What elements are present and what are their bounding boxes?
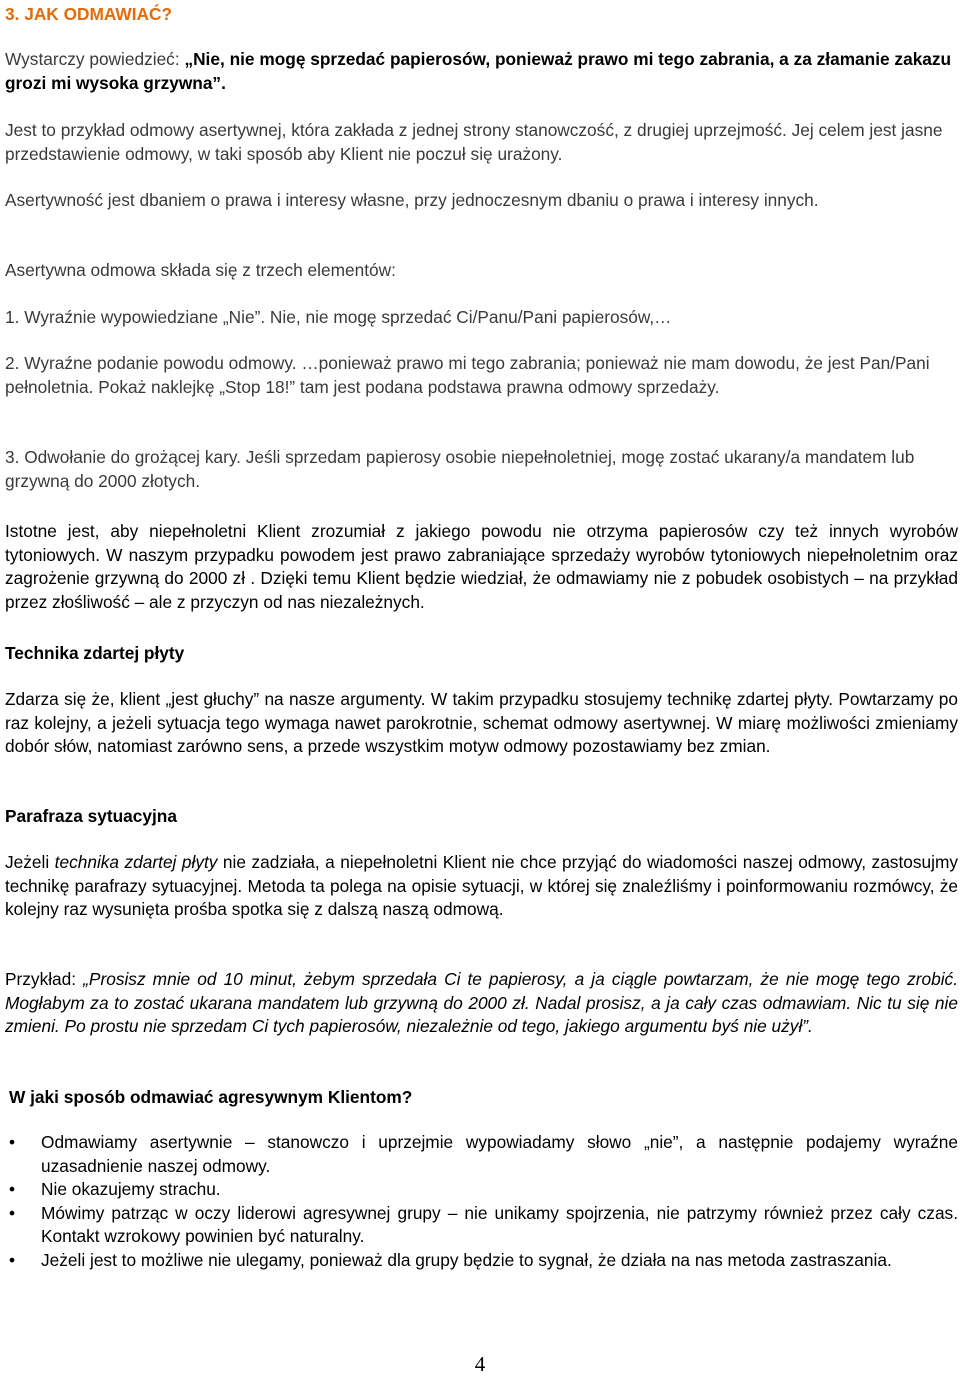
heading-broken-record: Technika zdartej płyty bbox=[5, 643, 185, 663]
bullet-icon: • bbox=[9, 1132, 16, 1152]
list-item bbox=[0, 1202, 958, 1249]
element-1: 1. Wyraźnie wypowiedziane „Nie”. Nie, nie mogę sprzedać Ci/Panu/Pani papierosów,… bbox=[5, 307, 672, 327]
example2-quote: „Prosisz mnie od 10 minut, żebym sprzedała Ci te papierosy, a ja ciągle powtarzam, że nie mogę tego zrobić. Mogłabym za to zostać ukarana mandatem lub grzywną do 2000 zł. Nadal prosisz, a ja cały czas odmawiam. Nic tu się nie zmieni. Po prostu nie sprzedam Ci tych papierosów, niezależnie od tego, jakiego argumentu byś nie użył”. bbox=[5, 969, 958, 1036]
list-item-text: Odmawiamy asertywnie – stanowczo i uprzejmie wypowiadamy słowo „nie”, a następnie podajemy wyraźne uzasadnienie naszej odmowy. bbox=[41, 1132, 958, 1176]
list-item-text: Mówimy patrząc w oczy liderowi agresywnej grupy – nie unikamy spojrzenia, nie patrzymy również przez cały czas. Kontakt wzrokowy powinien być naturalny. bbox=[41, 1202, 958, 1246]
list-item-text: Jeżeli jest to możliwe nie ulegamy, ponieważ dla grupy będzie to sygnał, że działa na nas metoda zastraszania. bbox=[41, 1249, 892, 1270]
intro-quote: „Nie, nie mogę sprzedać papierosów, ponieważ prawo mi tego zabrania, a za złamanie zakazu grozi mi wysoka grzywna”. bbox=[5, 49, 952, 93]
element-2: 2. Wyraźne podanie powodu odmowy. …ponieważ prawo mi tego zabrania; ponieważ nie mam dowodu, że jest Pan/Pani pełnoletnia. Pokaż naklejkę „Stop 18!” tam jest podana podstawa prawna odmowy sprzedaży. bbox=[5, 353, 930, 397]
paraphrase-a: Jeżeli bbox=[5, 852, 55, 872]
bullet-icon: • bbox=[9, 1249, 16, 1270]
page-number: 4 bbox=[474, 1352, 486, 1376]
heading-aggressive-clients: W jaki sposób odmawiać agresywnym Klientom? bbox=[9, 1087, 413, 1107]
element-3: 3. Odwołanie do grożącej kary. Jeśli sprzedam papierosy osobie niepełnoletniej, mogę zostać ukarany/a mandatem lub grzywną do 2000 złotych. bbox=[5, 447, 915, 491]
assertiveness-paragraph: Asertywność jest dbaniem o prawa i interesy własne, przy jednoczesnym dbaniu o prawa i interesy innych. bbox=[5, 190, 819, 210]
aggressive-clients-list bbox=[0, 1131, 958, 1272]
paraphrase-technique-name: technika zdartej płyty bbox=[54, 852, 218, 872]
intro-lead: Wystarczy powiedzieć: bbox=[5, 49, 185, 69]
list-item bbox=[0, 1131, 958, 1178]
intro-paragraph bbox=[5, 48, 958, 95]
example-paragraph: Jest to przykład odmowy asertywnej, która zakłada z jednej strony stanowczość, z drugiej uprzejmość. Jej celem jest jasne przedstawienie odmowy, w taki sposób aby Klient nie poczuł się urażony. bbox=[5, 120, 943, 164]
example2-paragraph bbox=[5, 968, 958, 1039]
list-item bbox=[0, 1249, 958, 1273]
list-item-text: Nie okazujemy strachu. bbox=[41, 1179, 221, 1199]
paraphrase-paragraph bbox=[5, 851, 958, 922]
paraphrase-c: nie zadziała, a niepełnoletni Klient nie chce przyjąć do wiadomości naszej odmowy, zastosujmy technikę parafrazy sytuacyjnej. Metoda ta polega na opisie sytuacji, w której się znaleźliśmy i poinformowaniu rozmówcy, że kolejny raz wysunięta prośba spotka się z dalszą naszą odmową. bbox=[5, 852, 958, 919]
heading-paraphrase: Parafraza sytuacyjna bbox=[5, 806, 177, 826]
elements-intro: Asertywna odmowa składa się z trzech elementów: bbox=[5, 260, 396, 280]
bullet-icon: • bbox=[9, 1202, 16, 1223]
example2-lead: Przykład: bbox=[5, 969, 84, 989]
broken-record-paragraph: Zdarza się że, klient „jest głuchy” na nasze argumenty. W takim przypadku stosujemy technikę zdartej płyty. Powtarzamy po raz kolejny, a jeżeli sytuacja tego wymaga nawet parokrotnie, schemat odmowy asertywnej. W miarę możliwości zmieniamy dobór słów, natomiast zarówno sens, a przede wszystkim motyw odmowy pozostawiamy bez zmian. bbox=[5, 689, 958, 756]
section-title: 3. JAK ODMAWIAĆ? bbox=[5, 4, 173, 24]
important-paragraph: Istotne jest, aby niepełnoletni Klient zrozumiał z jakiego powodu nie otrzyma papierosów czy też innych wyrobów tytoniowych. W naszym przypadku powodem jest prawo zabraniające sprzedaży wyrobów tytoniowych niepełnoletnim oraz zagrożenie grzywną do 2000 zł . Dzięki temu Klient będzie wiedział, że odmawiamy nie z pobudek osobistych – na przykład przez złośliwość – ale z przyczyn od nas niezależnych. bbox=[5, 521, 958, 612]
list-item bbox=[0, 1178, 958, 1202]
bullet-icon: • bbox=[9, 1179, 16, 1199]
